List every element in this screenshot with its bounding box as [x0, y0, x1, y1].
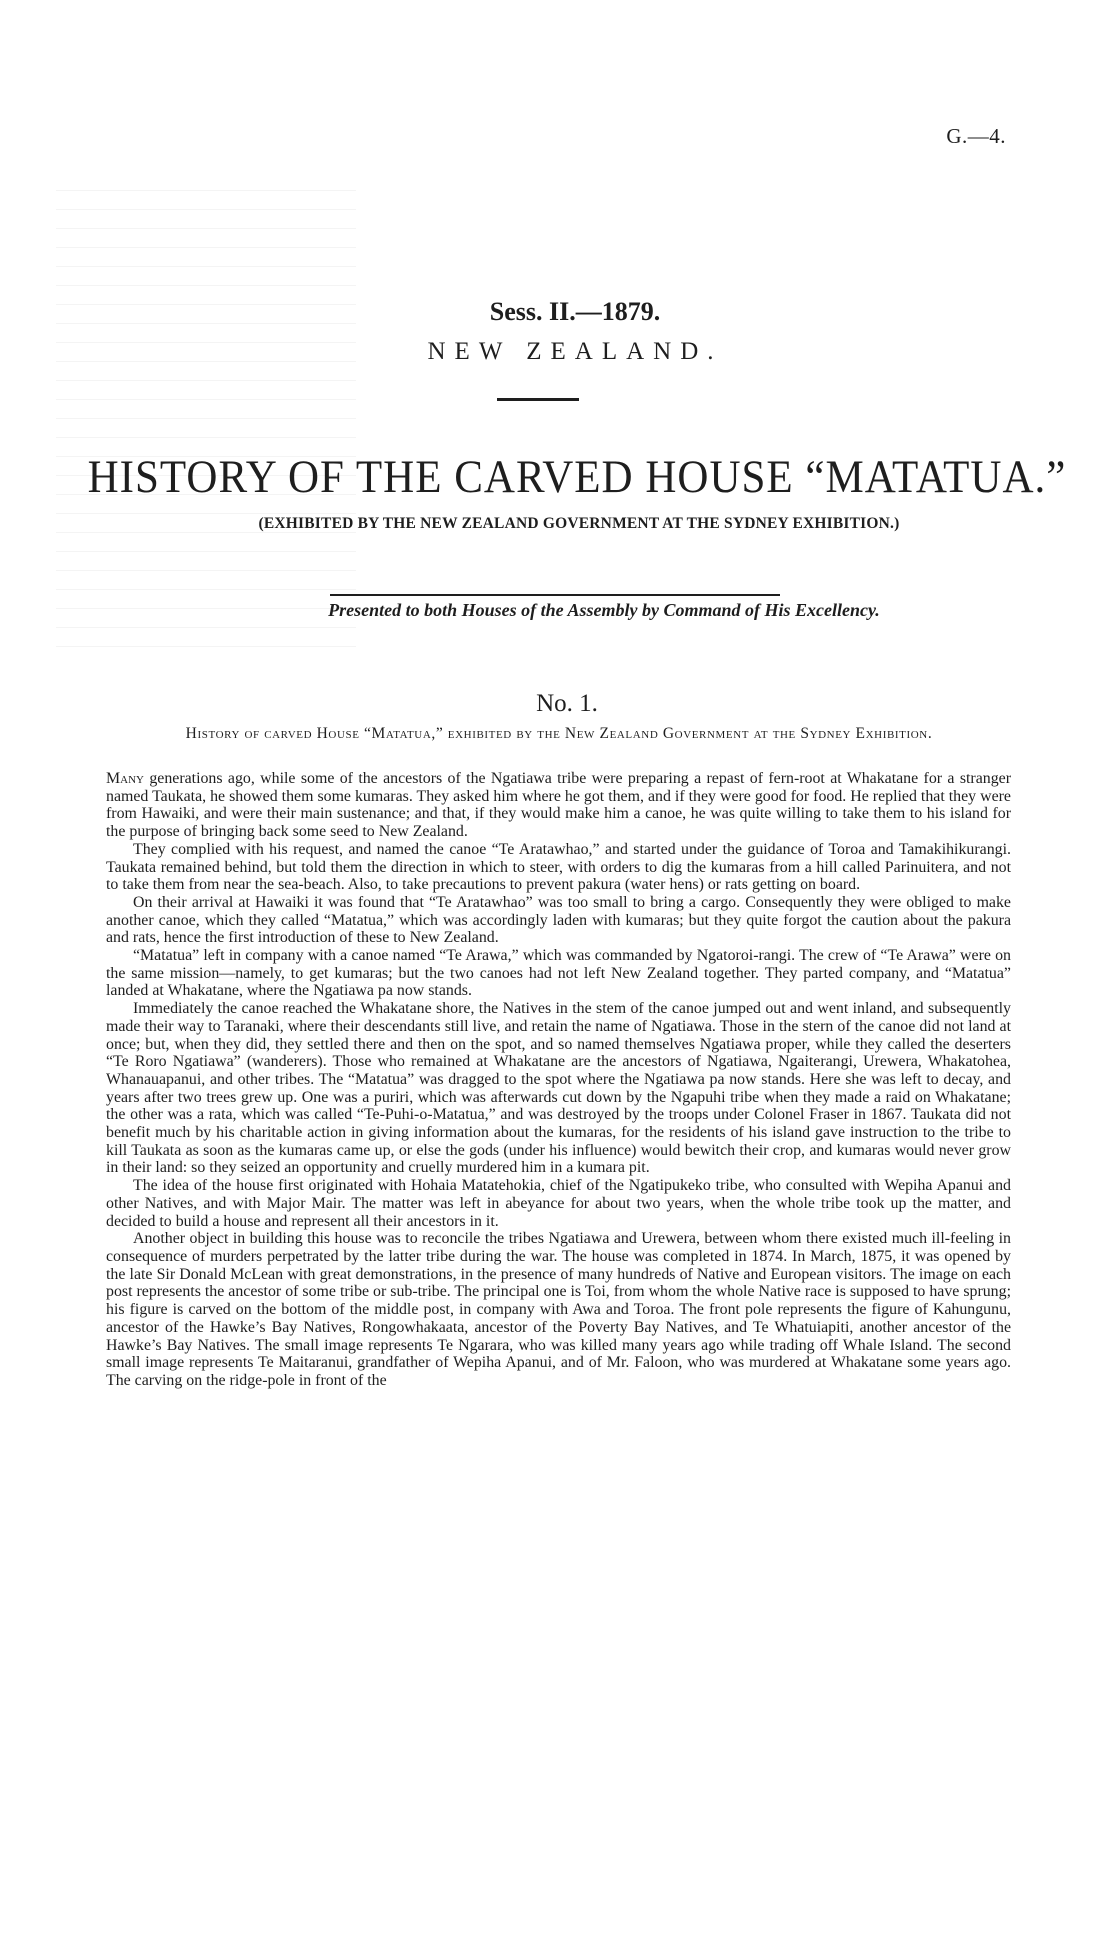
- document-number: No. 1.: [536, 690, 598, 717]
- session-line: Sess. II.—1879.: [489, 297, 661, 326]
- paragraph: “Matatua” left in company with a canoe named “Te Arawa,” which was commanded by Ngatoroi-rangi. The crew of “Te Arawa” were on the same mission—namely, to get kumaras; but the two canoes had not left New Zealand together. They parted company, and “Matatua” landed at Whakatane, where the Ngatiawa pa now stands.: [106, 947, 1011, 1000]
- first-word: Many: [106, 770, 144, 787]
- paragraph: On their arrival at Hawaiki it was found that “Te Aratawhao” was too small to bring a cargo. Consequently they were obliged to make another canoe, which they called “Matatua,” which was accordingly laden with kumaras; but they quite forgot the caution about the pakura and rats, hence the first introduction of these to New Zealand.: [106, 893, 1011, 947]
- paragraph: They complied with his request, and named the canoe “Te Aratawhao,” and started under the guidance of Toroa and Tamakihikurangi. Taukata remained behind, but told them the direction in which to steer, with orders to dig the kumaras from a hill called Parinuitera, and not to take them from near the sea-beach. Also, to take precautions to prevent pakura (water hens) or rats getting on board.: [106, 840, 1011, 894]
- presentation-divider: [330, 594, 780, 596]
- document-title: HISTORY OF THE CARVED HOUSE “MATATUA.”: [87, 452, 1067, 503]
- paragraph: Another object in building this house was to reconcile the tribes Ngatiawa and Urewera, between whom there existed much ill-feeling in consequence of murders perpetrated by the latter tribe during the war. The house was completed in 1874. In March, 1875, it was opened by the late Sir Donald McLean with great demonstrations, in the presence of many hundreds of Native and European visitors. The image on each post represents the ancestor of some tribe or sub-tribe. The principal one is Toi, from whom the whole Native race is supposed to have sprung; his figure is carved on the bottom of the middle post, in company with Awa and Toroa. The front pole represents the figure of Kahungunu, ancestor of the Hawke’s Bay Natives, Rongowhakaata, ancestor of the Poverty Bay Natives, and Te Whatuiapiti, another ancestor of the Hawke’s Bay Natives. The small image represents Te Ngarara, who was killed many years ago while trading off Whale Island. The second small image represents Te Maitaranui, grandfather of Wepiha Apanui, and of Mr. Faloon, who was murdered at Whakatane some years ago. The carving on the ridge-pole in front of the: [106, 1230, 1011, 1389]
- body-text: [106, 770, 1011, 1390]
- document-subtitle: (EXHIBITED BY THE NEW ZEALAND GOVERNMENT AT THE SYDNEY EXHIBITION.): [258, 515, 900, 532]
- paragraph: The idea of the house first originated with Hohaia Matatehokia, chief of the Ngatipukeko tribe, who consulted with Wepiha Apanui and other Natives, and with Major Mair. The matter was left in abeyance for about two years, when the whole tribe took up the matter, and decided to build a house and represent all their ancestors in it.: [106, 1177, 1011, 1230]
- bleed-through-texture: [56, 190, 356, 650]
- page-reference: G.—4.: [946, 124, 1006, 148]
- title-divider: [497, 398, 579, 401]
- country-line: NEW ZEALAND.: [427, 338, 723, 365]
- paragraph: [106, 770, 1011, 841]
- section-heading: History of carved House “Matatua,” exhibited by the New Zealand Government at the Sydney Exhibition.: [185, 725, 933, 742]
- paragraph-text: generations ago, while some of the ancestors of the Ngatiawa tribe were preparing a repast of fern-root at Whakatane for a stranger named Taukata, he showed them some kumaras. They asked him where he got them, and if they were good for food. He replied that they were from Hawaiki, and were their main sustenance; and that, if they would make him a canoe, he was quite willing to take them to his island for the purpose of bringing back some seed to New Zealand.: [106, 770, 1011, 841]
- presentation-line: Presented to both Houses of the Assembly by Command of His Excellency.: [328, 600, 880, 620]
- paragraph: Immediately the canoe reached the Whakatane shore, the Natives in the stem of the canoe jumped out and went inland, and subsequently made their way to Taranaki, where their descendants still live, and retain the name of Ngatiawa. Those in the stern of the canoe did not land at once; but, when they did, they settled there and then on the spot, and so named themselves Ngatiawa proper, while they called the deserters “Te Roro Ngatiawa” (wanderers). Those who remained at Whakatane are the ancestors of Ngatiawa, Ngaiterangi, Urewera, Whakatohea, Whanauapanui, and other tribes. The “Matatua” was dragged to the spot where the Ngatiawa pa now stands. Here she was left to decay, and years after two trees grew up. One was a puriri, which was afterwards cut down by the Ngapuhi tribe when they made a raid on Whakatane; the other was a rata, which was called “Te-Puhi-o-Matatua,” and was destroyed by the troops under Colonel Fraser in 1867. Taukata did not benefit much by his charitable action in giving information about the kumaras, for the residents of his island gave instruction to the tribe to kill Taukata as soon as the kumaras came up, or else the gods (under his influence) would bewitch their crop, and kumaras would never grow in their land: so they seized an opportunity and cruelly murdered him in a kumara pit.: [106, 1000, 1011, 1177]
